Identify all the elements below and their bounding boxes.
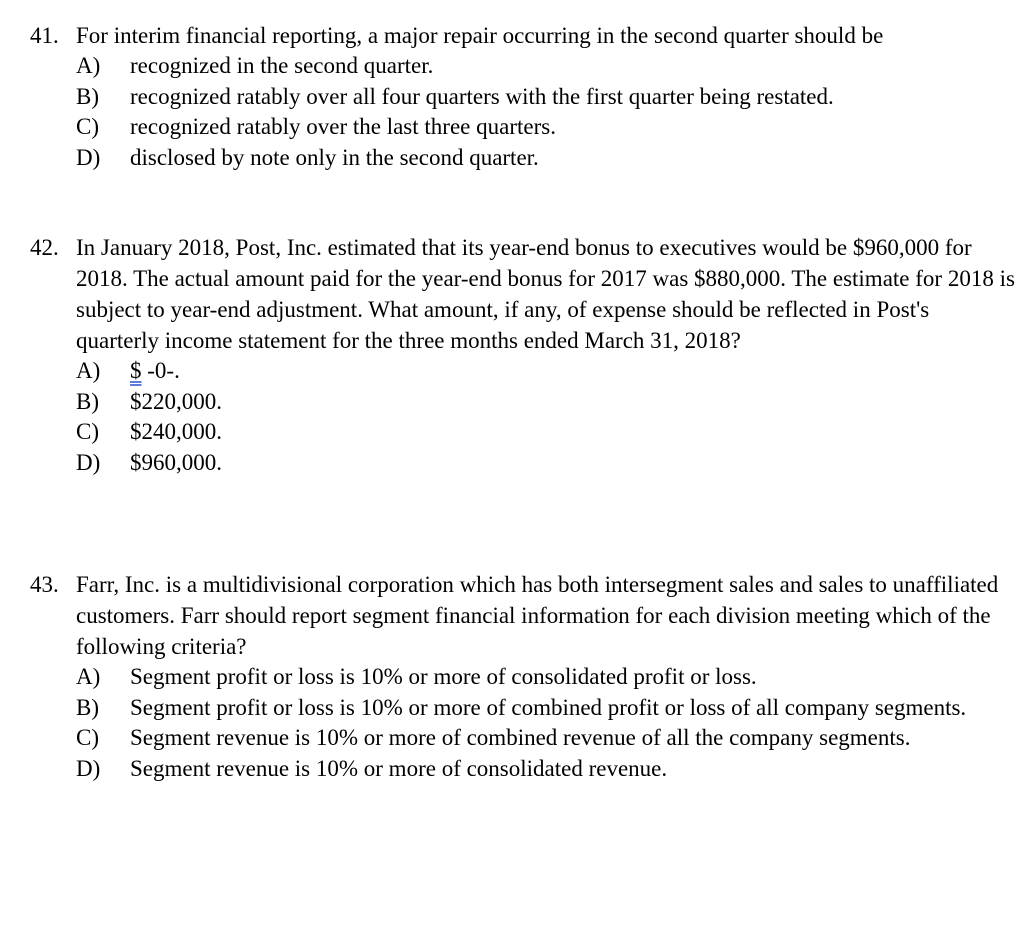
choice-text: Segment revenue is 10% or more of consolidated revenue. (130, 755, 668, 781)
choice-value: -0-. (141, 358, 180, 383)
choice-b (76, 693, 1015, 724)
choice-text: recognized in the second quarter. (130, 53, 434, 78)
choice-d (76, 143, 1015, 174)
answer-choices (76, 662, 1015, 784)
choice-text: Segment profit or loss is 10% or more of consolidated profit or loss. (130, 664, 757, 689)
answer-choices (76, 356, 1015, 478)
question-text: For interim financial reporting, a major repair occurring in the second quarter should be (76, 23, 884, 48)
question-41 (30, 20, 1015, 173)
question-43 (30, 569, 1015, 784)
choice-text: disclosed by note only in the second quarter. (130, 144, 539, 170)
question-text: Farr, Inc. is a multidivisional corporation which has both intersegment sales and sales to unaffiliated customers. Farr should report segment financial information for each division meeting which of the following criteria? (76, 572, 999, 659)
choice-text (130, 356, 1015, 387)
choice-c (76, 112, 1015, 143)
dollar-sign: $ (130, 358, 142, 383)
choice-d (76, 754, 1015, 785)
choice-a (76, 356, 1015, 387)
choice-text: recognized ratably over all four quarters with the first quarter being restated. (130, 83, 834, 109)
choice-letter: A) (76, 53, 101, 78)
choice-letter: B) (76, 83, 99, 109)
choice-letter: D) (76, 755, 101, 781)
choice-text: Segment profit or loss is 10% or more of combined profit or loss of all company segments. (130, 694, 967, 720)
choice-a (76, 662, 1015, 693)
choice-c (76, 417, 1015, 448)
choice-text: recognized ratably over the last three quarters. (130, 114, 556, 139)
choice-letter: C) (76, 419, 99, 444)
choice-letter: B) (76, 694, 99, 720)
choice-a (76, 51, 1015, 82)
choice-b (76, 82, 1015, 113)
choice-text: $960,000. (130, 449, 222, 475)
question-stem (30, 569, 1015, 662)
choice-b (76, 387, 1015, 418)
question-stem (30, 232, 1015, 356)
choice-letter: C) (76, 114, 99, 139)
question-text: In January 2018, Post, Inc. estimated that its year-end bonus to executives would be $960,000 for 2018. The actual amount paid for the year-end bonus for 2017 was $880,000. The estimate for 2018 is subject to year-end adjustment. What amount, if any, of expense should be reflected in Post's quarterly income statement for the three months ended March 31, 2018? (76, 235, 1015, 353)
question-number: 43. (30, 572, 59, 597)
choice-letter: D) (76, 144, 101, 170)
choice-letter: B) (76, 388, 99, 414)
choice-letter: A) (76, 358, 101, 383)
choice-d (76, 448, 1015, 479)
answer-choices (76, 51, 1015, 173)
question-42 (30, 232, 1015, 478)
choice-text: $240,000. (130, 419, 222, 444)
choice-letter: D) (76, 449, 101, 475)
choice-letter: A) (76, 664, 101, 689)
question-number: 42. (30, 235, 59, 260)
choice-text: Segment revenue is 10% or more of combined revenue of all the company segments. (130, 725, 911, 750)
question-stem (30, 20, 1015, 51)
question-number: 41. (30, 23, 59, 48)
choice-c (76, 723, 1015, 754)
choice-letter: C) (76, 725, 99, 750)
choice-text: $220,000. (130, 388, 222, 414)
